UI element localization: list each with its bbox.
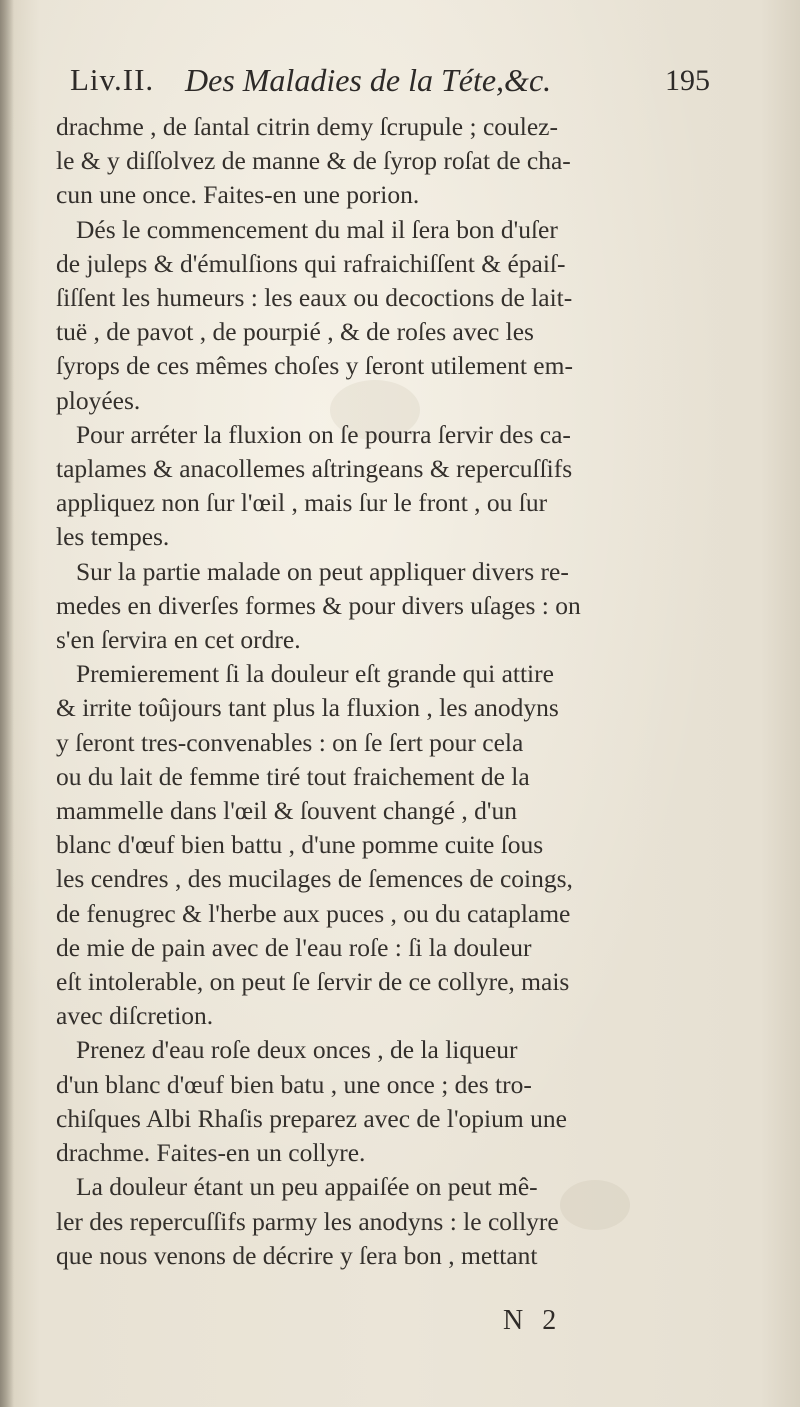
text-line: & irrite toûjours tant plus la fluxion , les anodyns bbox=[56, 693, 559, 723]
text-line: avec diſcretion. bbox=[56, 1001, 214, 1031]
paragraph bbox=[30, 657, 700, 1033]
text-line: ler des repercuſſifs parmy les anodyns : le collyre bbox=[56, 1206, 559, 1236]
paragraph bbox=[30, 1170, 700, 1273]
book-number: Liv.II. bbox=[70, 62, 155, 97]
paragraph bbox=[30, 213, 700, 418]
text-line: les tempes. bbox=[56, 522, 170, 552]
text-line: Sur la partie malade on peut appliquer divers re- bbox=[76, 556, 569, 586]
text-line: y ſeront tres-convenables : on ſe ſert pour cela bbox=[56, 727, 524, 757]
paragraph bbox=[30, 110, 700, 213]
text-line: medes en diverſes formes & pour divers uſages : on bbox=[56, 590, 581, 620]
text-line: que nous venons de décrire y ſera bon , mettant bbox=[56, 1240, 538, 1270]
paragraph bbox=[30, 418, 700, 555]
text-line: taplames & anacollemes aſtringeans & repercuſſifs bbox=[56, 454, 573, 484]
text-line: chiſques Albi Rhaſis preparez avec de l'opium une bbox=[56, 1103, 567, 1133]
running-header bbox=[70, 62, 710, 106]
running-title: Des Maladies de la Téte,&c. bbox=[185, 62, 552, 98]
body-text bbox=[30, 110, 700, 1273]
text-line: ſyrops de ces mêmes choſes y ſeront utilement em- bbox=[56, 351, 573, 381]
text-line: La douleur étant un peu appaiſée on peut mê- bbox=[76, 1172, 538, 1202]
binding-gutter-shadow bbox=[0, 0, 14, 1407]
signature-mark: N 2 bbox=[503, 1305, 563, 1336]
text-line: appliquez non ſur l'œil , mais ſur le front , ou ſur bbox=[56, 488, 548, 518]
text-line: ployées. bbox=[56, 385, 141, 415]
paragraph bbox=[30, 555, 700, 658]
text-line: s'en ſervira en cet ordre. bbox=[56, 625, 301, 655]
text-line: drachme , de ſantal citrin demy ſcrupule ; coulez- bbox=[56, 112, 558, 141]
text-line: cun une once. Faites-en une porion. bbox=[56, 180, 420, 210]
text-line: Pour arréter la fluxion on ſe pourra ſervir des ca- bbox=[76, 419, 571, 449]
text-line: Premierement ſi la douleur eſt grande qui attire bbox=[76, 659, 554, 689]
paragraph bbox=[30, 1033, 700, 1170]
text-line: ſiſſent les humeurs : les eaux ou decoctions de lait- bbox=[56, 283, 573, 313]
text-line: ou du lait de femme tiré tout fraichement de la bbox=[56, 761, 530, 791]
page-number: 195 bbox=[665, 64, 710, 97]
text-line: d'un blanc d'œuf bien batu , une once ; des tro- bbox=[56, 1069, 532, 1099]
text-line: mammelle dans l'œil & ſouvent changé , d'un bbox=[56, 796, 518, 826]
text-line: de juleps & d'émulſions qui rafraichiſſent & épaiſ- bbox=[56, 248, 566, 278]
text-line: les cendres , des mucilages de ſemences de coings, bbox=[56, 864, 573, 894]
text-line: de mie de pain avec de l'eau roſe : ſi la douleur bbox=[56, 932, 532, 962]
text-line: blanc d'œuf bien battu , d'une pomme cuite ſous bbox=[56, 830, 544, 860]
text-line: drachme. Faites-en un collyre. bbox=[56, 1138, 366, 1168]
text-line: tuë , de pavot , de pourpié , & de roſes avec les bbox=[56, 317, 534, 347]
text-line: eſt intolerable, on peut ſe ſervir de ce collyre, mais bbox=[56, 967, 570, 997]
text-line: de fenugrec & l'herbe aux puces , ou du cataplame bbox=[56, 898, 571, 928]
text-line: Dés le commencement du mal il ſera bon d'uſer bbox=[76, 214, 558, 244]
text-line: le & y diſſolvez de manne & de ſyrop roſat de cha- bbox=[56, 146, 571, 176]
text-line: Prenez d'eau roſe deux onces , de la liqueur bbox=[76, 1035, 518, 1065]
